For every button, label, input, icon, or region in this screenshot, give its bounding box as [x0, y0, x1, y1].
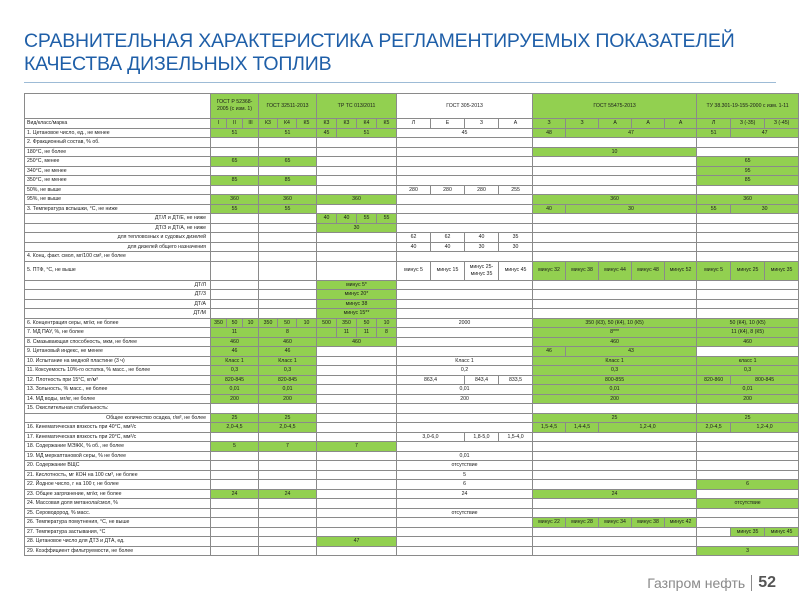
cell: 350	[211, 318, 227, 328]
table-row	[25, 185, 799, 195]
cell: 25	[211, 413, 259, 423]
row-label: 50%, не выше	[25, 185, 211, 195]
row-label: ДТ/Л и ДТ/Е, не ниже	[25, 214, 211, 224]
cell: 500	[317, 318, 337, 328]
cell: отсутствие	[697, 499, 799, 509]
table-row	[25, 195, 799, 205]
header-gost-305: ГОСТ 305-2013	[397, 94, 533, 119]
cell: 40	[533, 204, 566, 214]
row-label: Вид/класс/марка	[25, 119, 211, 129]
cell: 2,0-4,5	[211, 423, 259, 433]
type-cell: II	[227, 119, 243, 129]
cell: 46	[259, 347, 317, 357]
cell: 200	[259, 394, 317, 404]
cell: 1,8-5,0	[465, 432, 499, 442]
row-label: 29. Коэффициент фильтруемости, не более	[25, 546, 211, 556]
cell: 47	[317, 537, 397, 547]
row-label: 7. МД ПАУ, %, не более	[25, 328, 211, 338]
table-row	[25, 499, 799, 509]
cell: 62	[397, 233, 431, 243]
cell: минус 45	[499, 261, 533, 280]
table-row	[25, 432, 799, 442]
cell: 43	[566, 347, 697, 357]
cell: минус 48	[632, 261, 665, 280]
row-label: 16. Кинематическая вязкость при 40°С, мм²/с	[25, 423, 211, 433]
row-label: Общее количество осадка, г/м³, не более	[25, 413, 211, 423]
cell: 40	[317, 214, 337, 224]
type-cell: Л	[397, 119, 431, 129]
title-divider	[24, 82, 776, 83]
cell: класс 1	[697, 356, 799, 366]
cell: 45	[397, 128, 533, 138]
slide-title: СРАВНИТЕЛЬНАЯ ХАРАКТЕРИСТИКА РЕГЛАМЕНТИРУЕМЫХ ПОКАЗАТЕЛЕЙ КАЧЕСТВА ДИЗЕЛЬНЫХ ТОПЛИВ	[24, 30, 735, 75]
cell: 30	[465, 242, 499, 252]
cell: 55	[211, 204, 259, 214]
cell: 0,3	[533, 366, 697, 376]
cell: минус 28	[566, 518, 599, 528]
table-row	[25, 138, 799, 148]
table-row	[25, 280, 799, 290]
table-row	[25, 157, 799, 167]
row-label: 4. Конц. факт. смол, мг/100 см³, не более	[25, 252, 211, 262]
row-label: 1. Цетановое число, ед., не менее	[25, 128, 211, 138]
cell: 46	[211, 347, 259, 357]
cell: 24	[533, 489, 697, 499]
row-label: 23. Общее загрязнение, мг/кг, не более	[25, 489, 211, 499]
header-gost-52368: ГОСТ Р 52368-2005 (с изм. 1)	[211, 94, 259, 119]
table-row	[25, 318, 799, 328]
cell: 800-855	[533, 375, 697, 385]
cell: минус 5	[697, 261, 731, 280]
table-row	[25, 309, 799, 319]
cell: минус 38	[632, 518, 665, 528]
table-row	[25, 527, 799, 537]
cell: 10	[243, 318, 259, 328]
row-label: ДТ/А	[25, 299, 211, 309]
row-label: 18. Содержание МЭЖК, % об., не более	[25, 442, 211, 452]
type-cell: А	[665, 119, 697, 129]
brand-name: Газпром нефть	[647, 575, 746, 591]
cell: Класс 1	[533, 356, 697, 366]
cell: 11	[357, 328, 377, 338]
header-tu: ТУ 38.301-19-155-2000 с изм. 1-11	[697, 94, 799, 119]
cell: 1,2-4,0	[599, 423, 697, 433]
cell: 25	[697, 413, 799, 423]
cell: 460	[259, 337, 317, 347]
table-row	[25, 413, 799, 423]
row-label: 340°С, не менее	[25, 166, 211, 176]
type-cell: К4	[357, 119, 377, 129]
table-row	[25, 518, 799, 528]
table-header-row	[25, 94, 799, 119]
row-label: 17. Кинематическая вязкость при 20°С, мм²/с	[25, 432, 211, 442]
table-row	[25, 223, 799, 233]
table-row	[25, 147, 799, 157]
cell: минус 35	[731, 527, 765, 537]
cell: 460	[211, 337, 259, 347]
cell: Класс 1	[259, 356, 317, 366]
cell: 360	[211, 195, 259, 205]
cell: 51	[211, 128, 259, 138]
cell: 55	[357, 214, 377, 224]
cell: 200	[211, 394, 259, 404]
cell: 360	[697, 195, 799, 205]
cell: минус 38	[566, 261, 599, 280]
header-gost-55475: ГОСТ 55475-2013	[533, 94, 697, 119]
type-cell: I	[211, 119, 227, 129]
cell: минус 25	[731, 261, 765, 280]
type-cell: К5	[377, 119, 397, 129]
type-cell: К3	[317, 119, 337, 129]
cell: 85	[697, 176, 799, 186]
page-number: 52	[758, 574, 776, 591]
cell: минус 15**	[317, 309, 397, 319]
table-row	[25, 442, 799, 452]
cell: 51	[697, 128, 731, 138]
cell: минус 22	[533, 518, 566, 528]
cell: 35	[499, 233, 533, 243]
cell: 820-860	[697, 375, 731, 385]
type-cell: З	[465, 119, 499, 129]
table-row	[25, 347, 799, 357]
type-cell: З	[533, 119, 566, 129]
cell: 820-845	[259, 375, 317, 385]
cell: 10	[533, 147, 697, 157]
cell: 280	[465, 185, 499, 195]
row-label: 5. ПТФ, °С, не выше	[25, 261, 211, 280]
cell: 460	[317, 337, 397, 347]
cell: 2,0-4,5	[697, 423, 731, 433]
cell: 24	[397, 489, 533, 499]
row-label: 13. Зольность, % масс., не более	[25, 385, 211, 395]
row-label: 350°С, не менее	[25, 176, 211, 186]
table-row	[25, 480, 799, 490]
cell: 0,01	[211, 385, 259, 395]
row-label: 27. Температура застывания, °С	[25, 527, 211, 537]
cell: 460	[533, 337, 697, 347]
cell: 11 (К4), 8 (К5)	[697, 328, 799, 338]
table-row	[25, 537, 799, 547]
cell: 6	[697, 480, 799, 490]
cell: Класс 1	[397, 356, 533, 366]
row-label: 180°С, не более	[25, 147, 211, 157]
cell: минус 42	[665, 518, 697, 528]
table-row	[25, 328, 799, 338]
table-row	[25, 166, 799, 176]
table-row	[25, 204, 799, 214]
cell: 24	[211, 489, 259, 499]
type-cell: А	[499, 119, 533, 129]
row-label: 26. Температура помутнения, °С, не выше	[25, 518, 211, 528]
table-row	[25, 337, 799, 347]
type-cell: Е	[431, 119, 465, 129]
row-label: 12. Плотность при 15°С, кг/м³	[25, 375, 211, 385]
type-cell: К5	[297, 119, 317, 129]
cell: 85	[259, 176, 317, 186]
cell: 8***	[533, 328, 697, 338]
cell: отсутствие	[397, 461, 533, 471]
slide-footer	[647, 574, 776, 592]
cell: 360	[317, 195, 397, 205]
cell: отсутствие	[397, 508, 533, 518]
cell: 5	[397, 470, 533, 480]
table-row	[25, 261, 799, 280]
type-cell: А	[632, 119, 665, 129]
cell: 0,01	[397, 385, 533, 395]
table-row	[25, 252, 799, 262]
cell: минус 32	[533, 261, 566, 280]
row-label: ДТ/З и ДТ/А, не ниже	[25, 223, 211, 233]
row-label: 19. МД меркаптановой серы, % не более	[25, 451, 211, 461]
table-row	[25, 546, 799, 556]
table-row	[25, 489, 799, 499]
row-label: 25. Сероводород, % масс.	[25, 508, 211, 518]
cell: 200	[697, 394, 799, 404]
comparison-table-wrapper	[24, 93, 793, 556]
cell: 48	[533, 128, 566, 138]
table-row	[25, 128, 799, 138]
cell: 47	[566, 128, 697, 138]
cell: минус 5	[397, 261, 431, 280]
row-label: для дизелей общего назначения	[25, 242, 211, 252]
row-label: 28. Цетановое число для ДТЗ и ДТА, ед.	[25, 537, 211, 547]
cell: 2,0-4,5	[259, 423, 317, 433]
type-cell: К3	[259, 119, 278, 129]
row-label: 20. Содержание ВЩС	[25, 461, 211, 471]
type-cell: К4	[278, 119, 297, 129]
cell: 360	[259, 195, 317, 205]
cell: минус 25-минус 35	[465, 261, 499, 280]
cell: 51	[259, 128, 317, 138]
type-cell: З (-35)	[731, 119, 765, 129]
cell: 800-845	[731, 375, 799, 385]
row-label: ДТ/М	[25, 309, 211, 319]
cell: 62	[431, 233, 465, 243]
type-cell: З (-45)	[765, 119, 799, 129]
cell: 24	[259, 489, 317, 499]
header-tr-ts: ТР ТС 013/2011	[317, 94, 397, 119]
cell: 10	[297, 318, 317, 328]
cell: 45	[317, 128, 337, 138]
cell: 55	[697, 204, 731, 214]
cell: 460	[697, 337, 799, 347]
cell: 1,5-4,0	[499, 432, 533, 442]
row-label: для тепловозных и судовых дизелей	[25, 233, 211, 243]
table-row	[25, 508, 799, 518]
row-label: 250°С, менее	[25, 157, 211, 167]
cell: 863,4	[397, 375, 465, 385]
cell: 350	[259, 318, 278, 328]
row-label: 22. Йодное число, г на 100 г, не более	[25, 480, 211, 490]
cell: 200	[533, 394, 697, 404]
cell: минус 52	[665, 261, 697, 280]
row-label: 6. Концентрация серы, мг/кг, не более	[25, 318, 211, 328]
cell: 11	[211, 328, 259, 338]
type-cell: Л	[697, 119, 731, 129]
cell: 833,5	[499, 375, 533, 385]
cell: 0,01	[397, 451, 533, 461]
table-row	[25, 214, 799, 224]
fuel-quality-comparison-table	[24, 93, 799, 556]
cell: 50	[278, 318, 297, 328]
table-row	[25, 366, 799, 376]
cell: 1,4-4,5	[566, 423, 599, 433]
cell: 200	[397, 394, 533, 404]
cell: 85	[211, 176, 259, 186]
cell: 1,2-4,0	[731, 423, 799, 433]
row-label: ДТ/Л	[25, 280, 211, 290]
cell: 8	[259, 328, 317, 338]
cell: 7	[259, 442, 317, 452]
cell: 280	[431, 185, 465, 195]
cell: 30	[499, 242, 533, 252]
header-blank	[25, 94, 211, 119]
row-label: 11. Коксуемость 10%-го остатка, % масс., не более	[25, 366, 211, 376]
cell: 5	[211, 442, 259, 452]
cell: 40	[431, 242, 465, 252]
cell: 55	[259, 204, 317, 214]
table-row	[25, 404, 799, 414]
cell: 30	[731, 204, 799, 214]
cell: минус 15	[431, 261, 465, 280]
cell: 50 (К4), 10 (К5)	[697, 318, 799, 328]
row-label: 2. Фракционный состав, % об.	[25, 138, 211, 148]
cell: минус 34	[599, 518, 632, 528]
table-row	[25, 176, 799, 186]
cell: 55	[377, 214, 397, 224]
type-cell: К3	[337, 119, 357, 129]
cell: 3	[697, 546, 799, 556]
cell: 51	[337, 128, 397, 138]
cell: 0,2	[397, 366, 533, 376]
table-row	[25, 356, 799, 366]
cell: 46	[533, 347, 566, 357]
table-row	[25, 451, 799, 461]
table-row	[25, 375, 799, 385]
row-label: ДТ/З	[25, 290, 211, 300]
row-label: 14. МД воды, мг/кг, не более	[25, 394, 211, 404]
cell: минус 45	[765, 527, 799, 537]
cell: 7	[317, 442, 397, 452]
cell: 10	[377, 318, 397, 328]
table-row	[25, 242, 799, 252]
cell: 2000	[397, 318, 533, 328]
table-row	[25, 385, 799, 395]
cell: 50	[227, 318, 243, 328]
type-cell: III	[243, 119, 259, 129]
cell: 40	[337, 214, 357, 224]
cell: 8	[377, 328, 397, 338]
cell: минус 35	[765, 261, 799, 280]
cell: 65	[697, 157, 799, 167]
cell: 843,4	[465, 375, 499, 385]
cell: 6	[397, 480, 533, 490]
row-label: 9. Цетановый индекс, не менее	[25, 347, 211, 357]
cell: 820-845	[211, 375, 259, 385]
type-cell: З	[566, 119, 599, 129]
row-label: 21. Кислотность, мг КОН на 100 см³, не более	[25, 470, 211, 480]
cell: 65	[259, 157, 317, 167]
cell: 95	[697, 166, 799, 176]
cell: 1,5-4,5	[533, 423, 566, 433]
cell: минус 44	[599, 261, 632, 280]
table-row-types	[25, 119, 799, 129]
type-cell: А	[599, 119, 632, 129]
cell: 0,3	[259, 366, 317, 376]
table-row	[25, 394, 799, 404]
cell: 40	[397, 242, 431, 252]
cell: 0,01	[533, 385, 697, 395]
row-label: 15. Окислительная стабильность:	[25, 404, 211, 414]
cell: 47	[731, 128, 799, 138]
cell: минус 20*	[317, 290, 397, 300]
cell: 0,01	[259, 385, 317, 395]
cell: 255	[499, 185, 533, 195]
row-label: 10. Испытание на медной пластине (3 ч)	[25, 356, 211, 366]
cell: 30	[317, 223, 397, 233]
cell: 0,01	[697, 385, 799, 395]
cell: 11	[337, 328, 357, 338]
cell: минус 5*	[317, 280, 397, 290]
table-row	[25, 233, 799, 243]
table-row	[25, 423, 799, 433]
row-label: 8. Смазывающая способность, мкм, не более	[25, 337, 211, 347]
cell: 0,3	[697, 366, 799, 376]
cell: 50	[357, 318, 377, 328]
cell: 25	[533, 413, 697, 423]
cell: минус 38	[317, 299, 397, 309]
row-label: 95%, не выше	[25, 195, 211, 205]
cell: 40	[465, 233, 499, 243]
table-row	[25, 461, 799, 471]
cell: 360	[533, 195, 697, 205]
cell: Класс 1	[211, 356, 259, 366]
cell: 350 (К3), 50 (К4), 10 (К5)	[533, 318, 697, 328]
footer-divider	[751, 575, 752, 591]
table-row	[25, 470, 799, 480]
cell: 350	[337, 318, 357, 328]
cell: 0,3	[211, 366, 259, 376]
row-label: 24. Массовая доля метанола/смол, %	[25, 499, 211, 509]
cell: 280	[397, 185, 431, 195]
cell: 3,0-6,0	[397, 432, 465, 442]
cell: 30	[566, 204, 697, 214]
header-gost-32511: ГОСТ 32511-2013	[259, 94, 317, 119]
table-row	[25, 290, 799, 300]
row-label: 3. Температура вспышки, °С, не ниже	[25, 204, 211, 214]
cell: 25	[259, 413, 317, 423]
table-row	[25, 299, 799, 309]
cell: 65	[211, 157, 259, 167]
